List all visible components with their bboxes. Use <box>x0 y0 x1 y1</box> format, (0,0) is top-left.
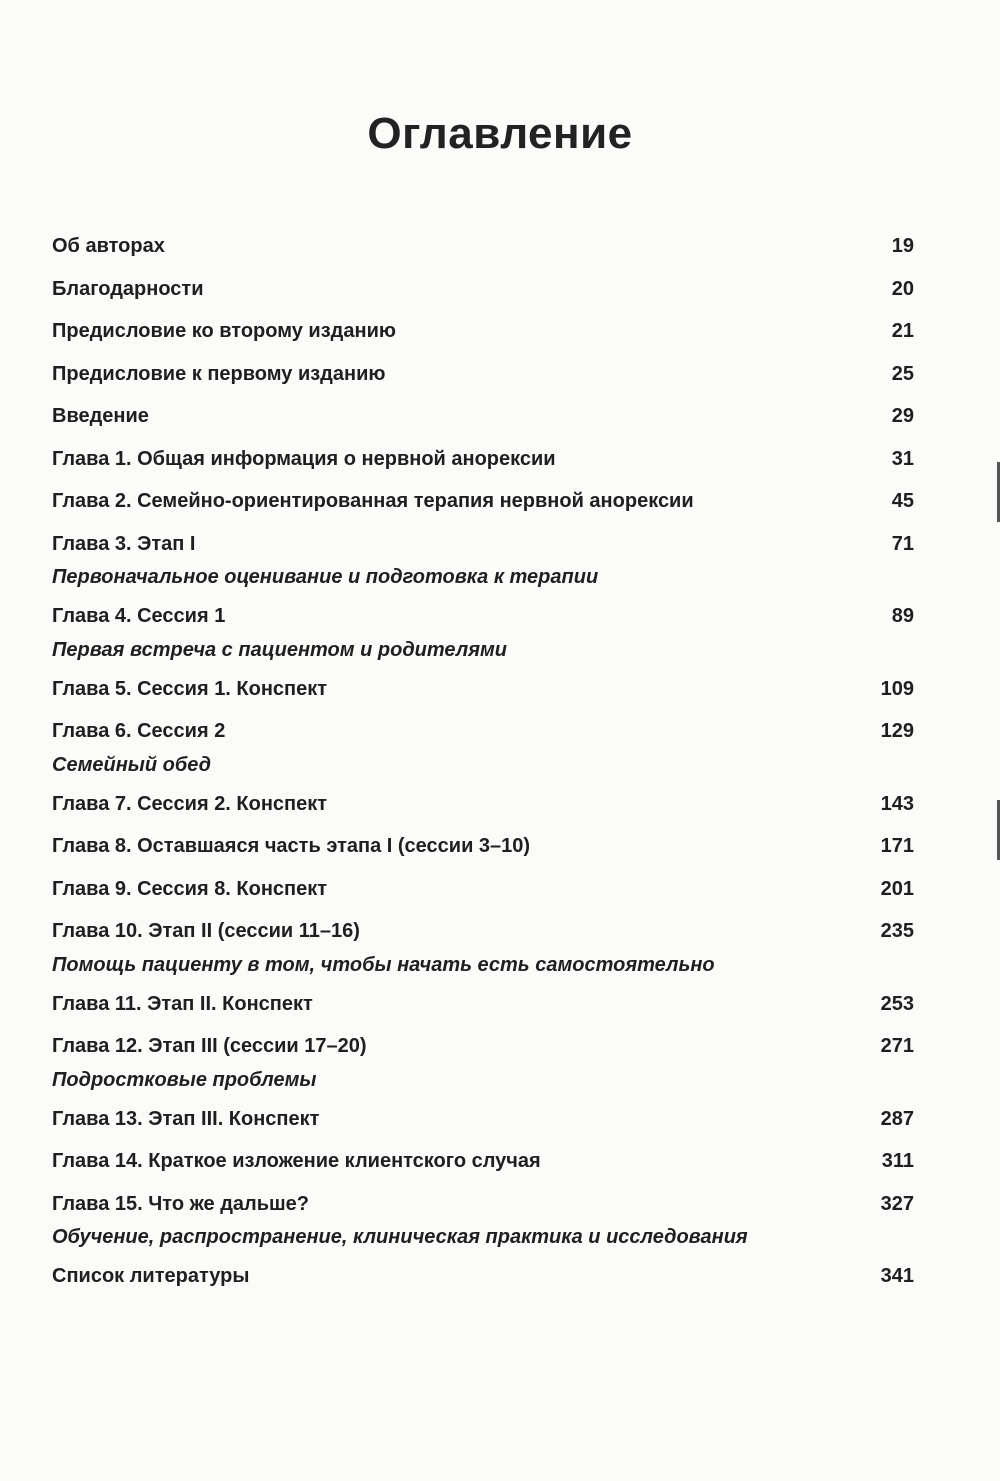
toc-entry-label: Глава 8. Оставшаяся часть этапа I (сессии 3–10) <box>52 835 531 857</box>
toc-entry[interactable] <box>52 1258 914 1301</box>
toc-row <box>52 598 914 641</box>
toc-row <box>52 271 914 314</box>
toc-entry-label: Глава 4. Сессия 1 <box>52 605 226 627</box>
toc-row <box>52 828 914 871</box>
toc-entry[interactable] <box>52 598 914 671</box>
toc-entry-subtitle: Первая встреча с пациентом и родителями <box>52 638 508 661</box>
table-of-contents <box>52 228 914 1301</box>
toc-entry-page-number: 45 <box>891 490 914 512</box>
toc-entry-label: Введение <box>52 405 149 427</box>
toc-entry-page-number: 21 <box>891 320 914 342</box>
toc-entry-subtitle: Обучение, распространение, клиническая практика и исследования <box>52 1226 748 1248</box>
toc-entry-label: Глава 10. Этап II (сессии 11–16) <box>52 920 360 942</box>
toc-entry[interactable] <box>52 913 914 986</box>
toc-entry-page-number: 71 <box>891 532 914 555</box>
toc-row <box>52 986 914 1029</box>
toc-entry-page-number: 253 <box>880 992 914 1015</box>
toc-row <box>52 1143 914 1186</box>
toc-row <box>52 356 914 399</box>
toc-entry-page-number: 25 <box>891 362 914 385</box>
toc-entry-label: Глава 11. Этап II. Конспект <box>52 992 313 1015</box>
toc-row <box>52 483 914 526</box>
toc-row <box>52 313 914 356</box>
toc-row <box>52 786 914 829</box>
toc-entry-page-number: 287 <box>880 1107 914 1130</box>
toc-row <box>52 1028 914 1071</box>
toc-entry-label: Предисловие ко второму изданию <box>52 320 396 342</box>
toc-entry-page-number: 29 <box>891 405 914 427</box>
toc-entry-label: Глава 9. Сессия 8. Конспект <box>52 877 328 900</box>
toc-row <box>52 871 914 914</box>
toc-entry-label: Благодарности <box>52 277 204 300</box>
toc-entry-page-number: 20 <box>891 277 914 300</box>
toc-entry-subtitle: Подростковые проблемы <box>52 1068 317 1091</box>
toc-entry[interactable] <box>52 228 914 271</box>
toc-entry-page-number: 271 <box>880 1035 914 1057</box>
toc-entry[interactable] <box>52 1143 914 1186</box>
toc-entry[interactable] <box>52 441 914 484</box>
toc-entry-page-number: 341 <box>880 1265 914 1287</box>
toc-entry[interactable] <box>52 483 914 526</box>
toc-entry-subtitle: Помощь пациенту в том, чтобы начать есть самостоятельно <box>52 953 715 976</box>
toc-entry-page-number: 235 <box>880 920 914 942</box>
toc-row <box>52 228 914 271</box>
toc-entry-subtitle: Семейный обед <box>52 753 211 776</box>
toc-entry-subtitle: Первоначальное оценивание и подготовка к терапии <box>52 566 599 588</box>
toc-entry-page-number: 171 <box>880 835 914 857</box>
toc-entry-page-number: 311 <box>881 1150 914 1172</box>
page-title: Оглавление <box>367 109 633 159</box>
toc-entry[interactable] <box>52 671 914 714</box>
toc-entry-label: Глава 3. Этап I <box>52 532 196 555</box>
toc-entry-label: Глава 6. Сессия 2 <box>52 720 226 742</box>
toc-entry[interactable] <box>52 786 914 829</box>
toc-entry[interactable] <box>52 828 914 871</box>
toc-row <box>52 913 914 956</box>
toc-entry-label: Глава 7. Сессия 2. Конспект <box>52 792 328 815</box>
toc-entry-page-number: 19 <box>891 235 914 257</box>
toc-entry-label: Глава 15. Что же дальше? <box>52 1192 310 1215</box>
toc-entry-label: Список литературы <box>52 1265 250 1287</box>
toc-entry-label: Глава 2. Семейно-ориентированная терапия нервной анорексии <box>52 490 694 512</box>
toc-entry-label: Глава 14. Краткое изложение клиентского случая <box>52 1150 541 1172</box>
toc-entry[interactable] <box>52 1186 914 1259</box>
toc-entry-page-number: 327 <box>880 1192 914 1215</box>
toc-row <box>52 713 914 756</box>
toc-entry[interactable] <box>52 526 914 599</box>
toc-entry-label: Предисловие к первому изданию <box>52 362 386 385</box>
toc-entry-label: Глава 5. Сессия 1. Конспект <box>52 677 328 700</box>
toc-entry[interactable] <box>52 1101 914 1144</box>
toc-entry[interactable] <box>52 398 914 441</box>
toc-entry-page-number: 31 <box>891 447 914 470</box>
toc-entry[interactable] <box>52 986 914 1029</box>
toc-entry-label: Глава 12. Этап III (сессии 17–20) <box>52 1035 367 1057</box>
toc-entry-page-number: 129 <box>880 720 914 742</box>
toc-entry[interactable] <box>52 1028 914 1101</box>
toc-entry-label: Об авторах <box>52 235 165 257</box>
toc-row <box>52 1258 914 1301</box>
toc-row <box>52 1101 914 1144</box>
toc-entry[interactable] <box>52 271 914 314</box>
toc-entry-page-number: 201 <box>880 877 914 900</box>
toc-entry-label: Глава 13. Этап III. Конспект <box>52 1107 320 1130</box>
toc-row <box>52 671 914 714</box>
toc-entry-page-number: 89 <box>891 605 914 627</box>
toc-entry-page-number: 109 <box>880 677 914 700</box>
toc-row <box>52 441 914 484</box>
toc-entry[interactable] <box>52 313 914 356</box>
toc-row <box>52 398 914 441</box>
toc-entry[interactable] <box>52 871 914 914</box>
toc-entry[interactable] <box>52 713 914 786</box>
toc-entry-label: Глава 1. Общая информация о нервной анорексии <box>52 447 556 470</box>
toc-entry[interactable] <box>52 356 914 399</box>
toc-row <box>52 526 914 569</box>
toc-entry-page-number: 143 <box>880 792 914 815</box>
toc-row <box>52 1186 914 1229</box>
